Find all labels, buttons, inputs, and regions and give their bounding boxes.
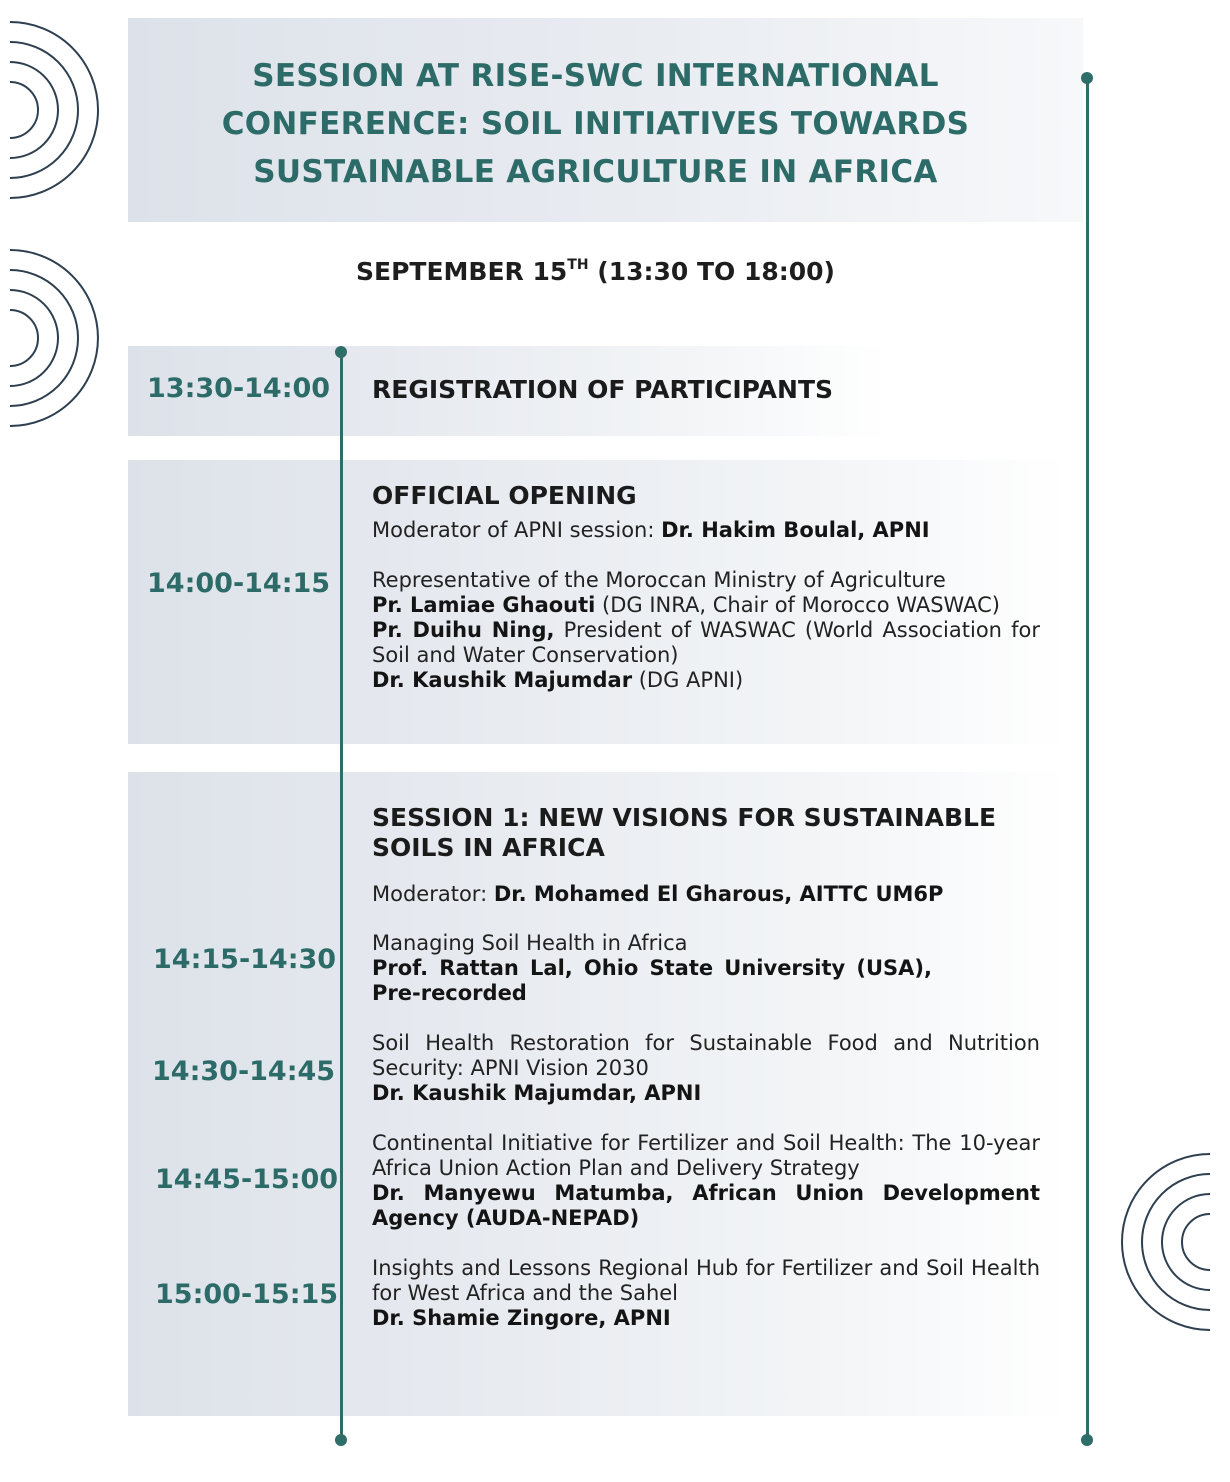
speaker-ning-name: Pr. Duihu Ning, [372, 618, 555, 642]
talk-4-title: Insights and Lessons Regional Hub for Fertilizer and Soil Health for West Africa and the Sahel [372, 1256, 1040, 1305]
talk-2-title: Soil Health Restoration for Sustainable Food and Nutrition Security: APNI Vision 2030 [372, 1031, 1040, 1080]
talk-2-speaker: Dr. Kaushik Majumdar, APNI [372, 1081, 702, 1105]
title-line-1: SESSION AT RISE-SWC INTERNATIONAL [252, 58, 939, 94]
heading-session1 [372, 803, 996, 863]
date-main: SEPTEMBER 15 [355, 257, 568, 286]
right-timeline-bottom-dot [1081, 1434, 1093, 1446]
opening-moderator [372, 518, 1040, 543]
talk-3 [372, 1131, 1040, 1231]
time-registration: 13:30-14:00 [147, 373, 331, 404]
heading-session1-line-1: SESSION 1: NEW VISIONS FOR SUSTAINABLE [372, 803, 997, 832]
heading-registration: REGISTRATION OF PARTICIPANTS [372, 375, 833, 404]
time-opening: 14:00-14:15 [147, 568, 331, 599]
talk-4 [372, 1256, 1040, 1331]
session1-moderator-name: Dr. Mohamed El Gharous, AITTC UM6P [493, 882, 944, 906]
opening-moderator-name: Dr. Hakim Boulal, APNI [661, 518, 930, 542]
talk-1-speaker: Prof. Rattan Lal, Ohio State University (USA), Pre-recorded [372, 956, 932, 1005]
title-line-2: CONFERENCE: SOIL INITIATIVES TOWARDS [221, 106, 970, 142]
speaker-majumdar-name: Dr. Kaushik Majumdar [372, 668, 633, 692]
speaker-ning-role: President of WASWAC (World Association for Soil and Water Conservation) [372, 618, 1040, 667]
speaker-ghaouti-name: Pr. Lamiae Ghaouti [372, 593, 596, 617]
date-rest: (13:30 TO 18:00) [588, 257, 835, 286]
time-talk-1: 14:15-14:30 [153, 944, 337, 975]
opening-moderator-label: Moderator of APNI session: [372, 518, 662, 542]
page-title [128, 52, 1063, 196]
session-date [128, 257, 1063, 286]
right-timeline-top-dot [1081, 72, 1093, 84]
time-talk-4: 15:00-15:15 [155, 1279, 339, 1310]
talk-4-speaker: Dr. Shamie Zingore, APNI [372, 1306, 671, 1330]
opening-rep-line: Representative of the Moroccan Ministry of Agriculture [372, 568, 946, 592]
left-timeline-bottom-dot [335, 1434, 347, 1446]
heading-session1-line-2: SOILS IN AFRICA [372, 833, 605, 862]
decorative-arcs-top-left-icon [0, 0, 110, 440]
speaker-ghaouti-role: (DG INRA, Chair of Morocco WASWAC) [595, 593, 1001, 617]
decorative-arcs-bottom-right-icon [1110, 1150, 1230, 1340]
left-timeline-top-dot [335, 346, 347, 358]
heading-opening: OFFICIAL OPENING [372, 481, 637, 510]
time-talk-3: 14:45-15:00 [155, 1164, 339, 1195]
time-talk-2: 14:30-14:45 [152, 1056, 336, 1087]
talk-3-title: Continental Initiative for Fertilizer and Soil Health: The 10-year Africa Union Action Plan and Delivery Strategy [372, 1131, 1040, 1180]
talk-1-title: Managing Soil Health in Africa [372, 931, 688, 955]
title-line-3: SUSTAINABLE AGRICULTURE IN AFRICA [253, 154, 938, 190]
speaker-majumdar-role: (DG APNI) [632, 668, 744, 692]
talk-3-speaker: Dr. Manyewu Matumba, African Union Development Agency (AUDA-NEPAD) [372, 1181, 1040, 1230]
right-timeline-line [1086, 78, 1089, 1440]
talk-2 [372, 1031, 1040, 1106]
opening-speakers [372, 568, 1040, 693]
left-timeline-line [340, 352, 343, 1440]
date-superscript: TH [567, 256, 589, 273]
talk-1 [372, 931, 1040, 1006]
session1-moderator [372, 882, 1040, 907]
session1-moderator-label: Moderator: [372, 882, 494, 906]
